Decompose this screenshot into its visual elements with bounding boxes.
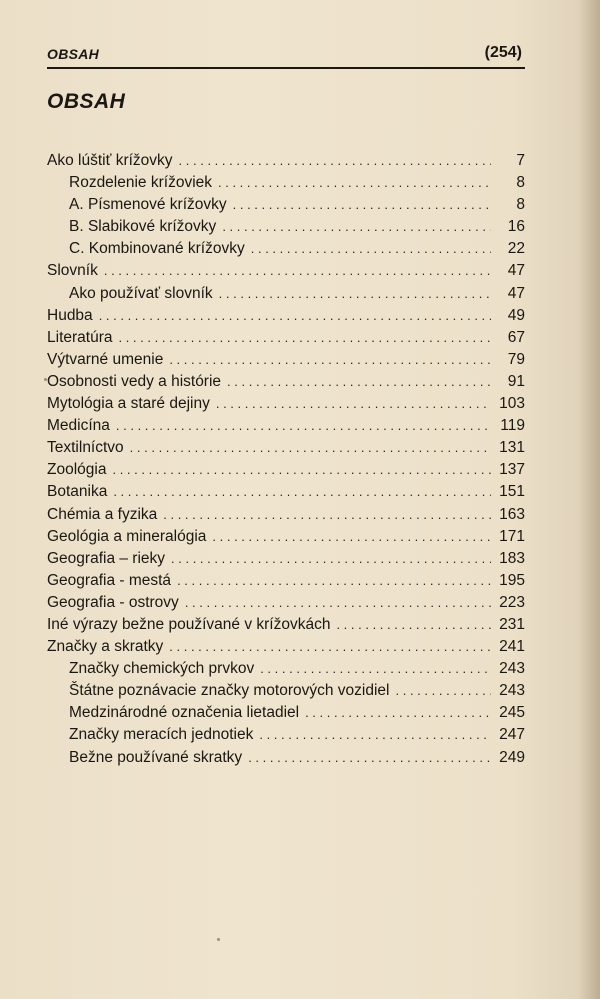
- toc-entry: [47, 415, 525, 437]
- toc-entry-page: 119: [500, 417, 525, 435]
- toc-entry-page: 243: [499, 682, 525, 700]
- toc-entry-page: 223: [499, 593, 525, 611]
- toc-entry: [47, 260, 525, 282]
- dot-leader: [118, 327, 491, 349]
- toc-entry-page: 245: [499, 704, 525, 722]
- toc-entry-label: Rozdelenie krížoviek: [69, 174, 213, 192]
- toc-entry: [47, 504, 525, 526]
- toc-entry-label: Hudba: [47, 306, 93, 324]
- page-edge-shadow: [578, 0, 600, 999]
- toc-entry-label: B. Slabikové krížovky: [69, 218, 217, 236]
- toc-entry-label: Značky chemických prvkov: [69, 660, 255, 678]
- toc-entry: [47, 327, 525, 349]
- table-of-contents: [47, 150, 525, 769]
- toc-entry: [47, 393, 525, 415]
- toc-entry-label: Zoológia: [47, 461, 107, 479]
- dot-leader: [305, 702, 491, 724]
- toc-entry-page: 195: [499, 571, 525, 589]
- toc-entry-page: 243: [499, 660, 525, 678]
- toc-entry-label: Štátne poznávacie značky motorových vozidiel: [69, 682, 390, 700]
- toc-entry-label: A. Písmenové krížovky: [69, 196, 227, 214]
- dot-leader: [104, 260, 491, 282]
- dot-leader: [259, 724, 491, 746]
- toc-entry-label: Iné výrazy bežne používané v krížovkách: [47, 615, 331, 633]
- toc-entry-page: 163: [499, 505, 525, 523]
- toc-entry-label: Výtvarné umenie: [47, 350, 164, 368]
- toc-entry: [47, 305, 525, 327]
- toc-entry-page: 47: [507, 284, 525, 302]
- toc-entry: [47, 747, 525, 769]
- toc-entry-label: Slovník: [47, 262, 98, 280]
- toc-entry: [47, 702, 525, 724]
- header-section-title: OBSAH: [47, 46, 100, 62]
- toc-entry-page: 131: [499, 439, 525, 457]
- toc-entry: [47, 150, 525, 172]
- dot-leader: [260, 658, 491, 680]
- dot-leader: [171, 548, 491, 570]
- toc-entry: [47, 216, 525, 238]
- dot-leader: [218, 172, 491, 194]
- dot-leader: [169, 636, 491, 658]
- toc-entry: [47, 172, 525, 194]
- toc-entry-page: 8: [516, 196, 525, 214]
- toc-entry-page: 241: [499, 638, 525, 656]
- toc-entry: [47, 658, 525, 680]
- dot-leader: [113, 481, 491, 503]
- toc-entry-label: Značky meracích jednotiek: [69, 726, 254, 744]
- dot-leader: [336, 614, 491, 636]
- toc-entry-label: Bežne používané skratky: [69, 748, 243, 766]
- toc-entry-label: C. Kombinované krížovky: [69, 240, 245, 258]
- toc-entry-page: 249: [499, 748, 525, 766]
- toc-entry-page: 67: [507, 328, 525, 346]
- toc-entry: [47, 349, 525, 371]
- toc-entry: [47, 194, 525, 216]
- dot-leader: [219, 283, 491, 305]
- toc-entry-page: 183: [499, 549, 525, 567]
- toc-entry-label: Geológia a mineralógia: [47, 527, 207, 545]
- toc-entry: [47, 238, 525, 260]
- toc-entry-label: Osobnosti vedy a histórie: [47, 372, 222, 390]
- dot-leader: [179, 150, 491, 172]
- toc-entry-page: 137: [499, 461, 525, 479]
- dot-leader: [212, 526, 491, 548]
- toc-entry-page: 79: [507, 350, 525, 368]
- toc-entry: [47, 371, 525, 393]
- toc-entry-page: 103: [499, 395, 525, 413]
- dot-leader: [116, 415, 491, 437]
- toc-entry-label: Značky a skratky: [47, 638, 164, 656]
- toc-entry-page: 8: [516, 174, 525, 192]
- toc-entry: [47, 592, 525, 614]
- toc-entry-label: Chémia a fyzika: [47, 505, 158, 523]
- toc-entry-label: Medzinárodné označenia lietadiel: [69, 704, 300, 722]
- toc-entry-label: Mytológia a staré dejiny: [47, 395, 210, 413]
- toc-entry: [47, 459, 525, 481]
- dot-leader: [248, 747, 491, 769]
- toc-entry-page: 91: [507, 372, 525, 390]
- toc-entry-page: 49: [507, 306, 525, 324]
- dot-leader: [227, 371, 491, 393]
- dot-leader: [130, 437, 491, 459]
- header-page-number: (254): [484, 44, 522, 61]
- toc-entry: [47, 614, 525, 636]
- toc-entry: [47, 548, 525, 570]
- toc-entry: [47, 724, 525, 746]
- toc-entry: [47, 481, 525, 503]
- toc-entry-label: Textilníctvo: [47, 439, 124, 457]
- dot-leader: [163, 504, 491, 526]
- toc-entry-label: Medicína: [47, 417, 110, 435]
- toc-entry-page: 47: [507, 262, 525, 280]
- header-rule: [47, 67, 525, 69]
- dot-leader: [222, 216, 491, 238]
- dot-leader: [112, 459, 491, 481]
- toc-entry-page: 231: [499, 615, 525, 633]
- dot-leader: [99, 305, 491, 327]
- dot-leader: [396, 680, 492, 702]
- toc-entry: [47, 283, 525, 305]
- toc-entry-page: 16: [507, 218, 525, 236]
- toc-entry-label: Geografia - mestá: [47, 571, 172, 589]
- dot-leader: [169, 349, 491, 371]
- toc-entry-page: 247: [499, 726, 525, 744]
- dot-leader: [251, 238, 491, 260]
- toc-entry-label: Ako používať slovník: [69, 284, 213, 302]
- toc-entry-label: Literatúra: [47, 328, 113, 346]
- toc-entry: [47, 680, 525, 702]
- dot-leader: [216, 393, 491, 415]
- toc-entry-label: Geografia – rieky: [47, 549, 166, 567]
- dot-leader: [233, 194, 491, 216]
- dot-leader: [177, 570, 491, 592]
- toc-entry-label: Ako lúštiť krížovky: [47, 152, 173, 169]
- dot-leader: [185, 592, 491, 614]
- paper-speck: [44, 378, 47, 381]
- toc-entry-page: 151: [499, 483, 525, 501]
- toc-entry-label: Geografia - ostrovy: [47, 593, 179, 611]
- paper-speck: [217, 938, 220, 941]
- toc-entry-label: Botanika: [47, 483, 108, 501]
- toc-entry: [47, 636, 525, 658]
- toc-entry-page: 22: [507, 240, 525, 258]
- toc-entry-page: 171: [499, 527, 525, 545]
- running-header: [47, 44, 522, 68]
- toc-entry: [47, 526, 525, 548]
- toc-entry: [47, 437, 525, 459]
- page-title: OBSAH: [47, 90, 126, 113]
- toc-entry-page: 7: [516, 152, 525, 169]
- toc-entry: [47, 570, 525, 592]
